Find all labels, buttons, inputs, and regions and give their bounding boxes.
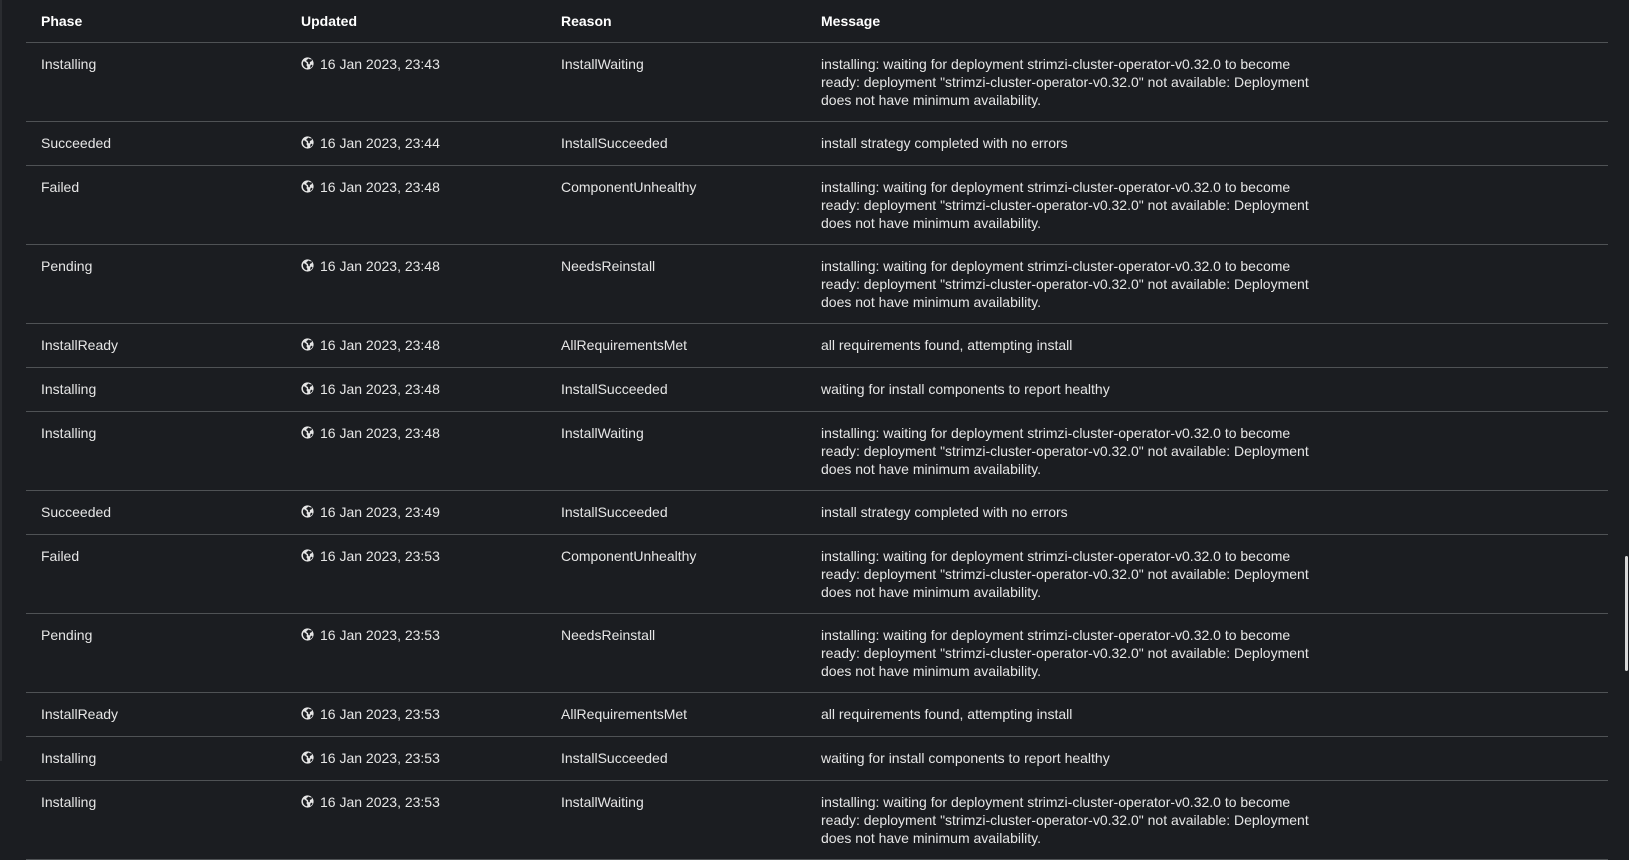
message-text: installing: waiting for deployment strimzi-cluster-operator-v0.32.0 to become ready: deployment "strimzi-cluster-operator-v0.32.0" not available: Deployment does not have minimum availability. xyxy=(821,179,1309,231)
cell-message xyxy=(806,245,1608,324)
timestamp xyxy=(301,134,440,152)
phase-text: Installing xyxy=(41,425,97,441)
cell-phase xyxy=(26,535,286,614)
phase-text: InstallReady xyxy=(41,337,119,353)
table-row xyxy=(26,368,1608,412)
cell-message xyxy=(806,166,1608,245)
cell-reason xyxy=(546,614,806,693)
timestamp xyxy=(301,336,440,354)
cell-reason xyxy=(546,245,806,324)
reason-text: ComponentUnhealthy xyxy=(561,548,697,564)
table-row xyxy=(26,122,1608,166)
cell-message xyxy=(806,412,1608,491)
reason-text: InstallWaiting xyxy=(561,425,644,441)
cell-phase xyxy=(26,412,286,491)
phase-text: Pending xyxy=(41,627,93,643)
phase-text: Succeeded xyxy=(41,135,112,151)
cell-updated xyxy=(286,43,546,122)
globe-icon xyxy=(301,381,314,394)
reason-text: InstallWaiting xyxy=(561,56,644,72)
globe-icon xyxy=(301,425,314,438)
table-row xyxy=(26,693,1608,737)
cell-reason xyxy=(546,43,806,122)
timestamp xyxy=(301,424,440,442)
cell-message xyxy=(806,324,1608,368)
timestamp xyxy=(301,705,440,723)
cell-reason xyxy=(546,781,806,860)
table-row xyxy=(26,614,1608,693)
cell-phase xyxy=(26,781,286,860)
cell-message xyxy=(806,491,1608,535)
timestamp xyxy=(301,178,440,196)
header-row xyxy=(26,0,1608,43)
table-row xyxy=(26,535,1608,614)
cell-message xyxy=(806,43,1608,122)
reason-text: InstallSucceeded xyxy=(561,750,668,766)
table-row xyxy=(26,43,1608,122)
timestamp-text: 16 Jan 2023, 23:43 xyxy=(320,56,440,72)
reason-text: AllRequirementsMet xyxy=(561,706,688,722)
cell-phase xyxy=(26,245,286,324)
cell-updated xyxy=(286,693,546,737)
timestamp-text: 16 Jan 2023, 23:48 xyxy=(320,258,440,274)
column-header-updated: Updated xyxy=(286,0,546,43)
table-row xyxy=(26,324,1608,368)
vertical-scrollbar[interactable] xyxy=(1623,0,1629,761)
cell-updated xyxy=(286,737,546,781)
cell-updated xyxy=(286,614,546,693)
conditions-table-container xyxy=(26,0,1608,860)
timestamp-text: 16 Jan 2023, 23:48 xyxy=(320,381,440,397)
phase-text: Installing xyxy=(41,381,97,397)
phase-text: InstallReady xyxy=(41,706,119,722)
cell-message xyxy=(806,781,1608,860)
reason-text: NeedsReinstall xyxy=(561,627,656,643)
cell-updated xyxy=(286,324,546,368)
phase-text: Succeeded xyxy=(41,504,112,520)
globe-icon xyxy=(301,794,314,807)
table-row xyxy=(26,245,1608,324)
cell-reason xyxy=(546,166,806,245)
message-text: installing: waiting for deployment strimzi-cluster-operator-v0.32.0 to become ready: deployment "strimzi-cluster-operator-v0.32.0" not available: Deployment does not have minimum availability. xyxy=(821,794,1309,846)
cell-updated xyxy=(286,245,546,324)
phase-text: Installing xyxy=(41,794,97,810)
reason-text: InstallSucceeded xyxy=(561,381,668,397)
table-row xyxy=(26,737,1608,781)
cell-message xyxy=(806,535,1608,614)
reason-text: InstallWaiting xyxy=(561,794,644,810)
phase-text: Installing xyxy=(41,56,97,72)
timestamp xyxy=(301,626,440,644)
phase-text: Pending xyxy=(41,258,93,274)
timestamp-text: 16 Jan 2023, 23:53 xyxy=(320,750,440,766)
globe-icon xyxy=(301,135,314,148)
cell-message xyxy=(806,368,1608,412)
globe-icon xyxy=(301,56,314,69)
message-text: all requirements found, attempting install xyxy=(821,337,1073,353)
cell-message xyxy=(806,122,1608,166)
cell-updated xyxy=(286,535,546,614)
globe-icon xyxy=(301,548,314,561)
message-text: installing: waiting for deployment strimzi-cluster-operator-v0.32.0 to become ready: deployment "strimzi-cluster-operator-v0.32.0" not available: Deployment does not have minimum availability. xyxy=(821,258,1309,310)
timestamp-text: 16 Jan 2023, 23:53 xyxy=(320,627,440,643)
conditions-table xyxy=(26,0,1608,860)
column-header-reason: Reason xyxy=(546,0,806,43)
message-text: all requirements found, attempting install xyxy=(821,706,1073,722)
cell-message xyxy=(806,737,1608,781)
cell-reason xyxy=(546,122,806,166)
timestamp-text: 16 Jan 2023, 23:49 xyxy=(320,504,440,520)
phase-text: Installing xyxy=(41,750,97,766)
reason-text: NeedsReinstall xyxy=(561,258,656,274)
timestamp xyxy=(301,793,440,811)
cell-phase xyxy=(26,368,286,412)
cell-phase xyxy=(26,491,286,535)
globe-icon xyxy=(301,504,314,517)
phase-text: Failed xyxy=(41,548,80,564)
timestamp xyxy=(301,749,440,767)
cell-updated xyxy=(286,368,546,412)
timestamp-text: 16 Jan 2023, 23:53 xyxy=(320,794,440,810)
reason-text: ComponentUnhealthy xyxy=(561,179,697,195)
reason-text: InstallSucceeded xyxy=(561,504,668,520)
cell-phase xyxy=(26,43,286,122)
cell-message xyxy=(806,693,1608,737)
cell-updated xyxy=(286,491,546,535)
cell-updated xyxy=(286,166,546,245)
globe-icon xyxy=(301,179,314,192)
reason-text: InstallSucceeded xyxy=(561,135,668,151)
cell-reason xyxy=(546,412,806,491)
timestamp-text: 16 Jan 2023, 23:48 xyxy=(320,337,440,353)
cell-updated xyxy=(286,122,546,166)
timestamp-text: 16 Jan 2023, 23:48 xyxy=(320,179,440,195)
cell-phase xyxy=(26,166,286,245)
table-body xyxy=(26,43,1608,860)
globe-icon xyxy=(301,706,314,719)
cell-phase xyxy=(26,737,286,781)
cell-reason xyxy=(546,491,806,535)
table-row xyxy=(26,491,1608,535)
table-header xyxy=(26,0,1608,43)
phase-text: Failed xyxy=(41,179,80,195)
table-row xyxy=(26,412,1608,491)
left-edge-divider xyxy=(0,0,2,761)
timestamp-text: 16 Jan 2023, 23:48 xyxy=(320,425,440,441)
cell-message xyxy=(806,614,1608,693)
cell-phase xyxy=(26,693,286,737)
cell-phase xyxy=(26,614,286,693)
cell-updated xyxy=(286,781,546,860)
column-header-message: Message xyxy=(806,0,1608,43)
timestamp-text: 16 Jan 2023, 23:53 xyxy=(320,706,440,722)
cell-reason xyxy=(546,535,806,614)
column-header-phase: Phase xyxy=(26,0,286,43)
message-text: installing: waiting for deployment strimzi-cluster-operator-v0.32.0 to become ready: deployment "strimzi-cluster-operator-v0.32.0" not available: Deployment does not have minimum availability. xyxy=(821,425,1309,477)
table-row xyxy=(26,781,1608,860)
message-text: waiting for install components to report healthy xyxy=(821,750,1110,766)
message-text: installing: waiting for deployment strimzi-cluster-operator-v0.32.0 to become ready: deployment "strimzi-cluster-operator-v0.32.0" not available: Deployment does not have minimum availability. xyxy=(821,627,1309,679)
cell-phase xyxy=(26,324,286,368)
timestamp xyxy=(301,547,440,565)
globe-icon xyxy=(301,627,314,640)
timestamp xyxy=(301,55,440,73)
reason-text: AllRequirementsMet xyxy=(561,337,688,353)
message-text: install strategy completed with no errors xyxy=(821,504,1068,520)
globe-icon xyxy=(301,750,314,763)
message-text: install strategy completed with no errors xyxy=(821,135,1068,151)
cell-phase xyxy=(26,122,286,166)
timestamp-text: 16 Jan 2023, 23:44 xyxy=(320,135,440,151)
globe-icon xyxy=(301,258,314,271)
cell-updated xyxy=(286,412,546,491)
table-row xyxy=(26,166,1608,245)
globe-icon xyxy=(301,337,314,350)
message-text: waiting for install components to report healthy xyxy=(821,381,1110,397)
cell-reason xyxy=(546,368,806,412)
timestamp xyxy=(301,257,440,275)
timestamp xyxy=(301,380,440,398)
scrollbar-thumb[interactable] xyxy=(1625,556,1628,671)
timestamp-text: 16 Jan 2023, 23:53 xyxy=(320,548,440,564)
message-text: installing: waiting for deployment strimzi-cluster-operator-v0.32.0 to become ready: deployment "strimzi-cluster-operator-v0.32.0" not available: Deployment does not have minimum availability. xyxy=(821,56,1309,108)
cell-reason xyxy=(546,737,806,781)
message-text: installing: waiting for deployment strimzi-cluster-operator-v0.32.0 to become ready: deployment "strimzi-cluster-operator-v0.32.0" not available: Deployment does not have minimum availability. xyxy=(821,548,1309,600)
timestamp xyxy=(301,503,440,521)
cell-reason xyxy=(546,324,806,368)
cell-reason xyxy=(546,693,806,737)
